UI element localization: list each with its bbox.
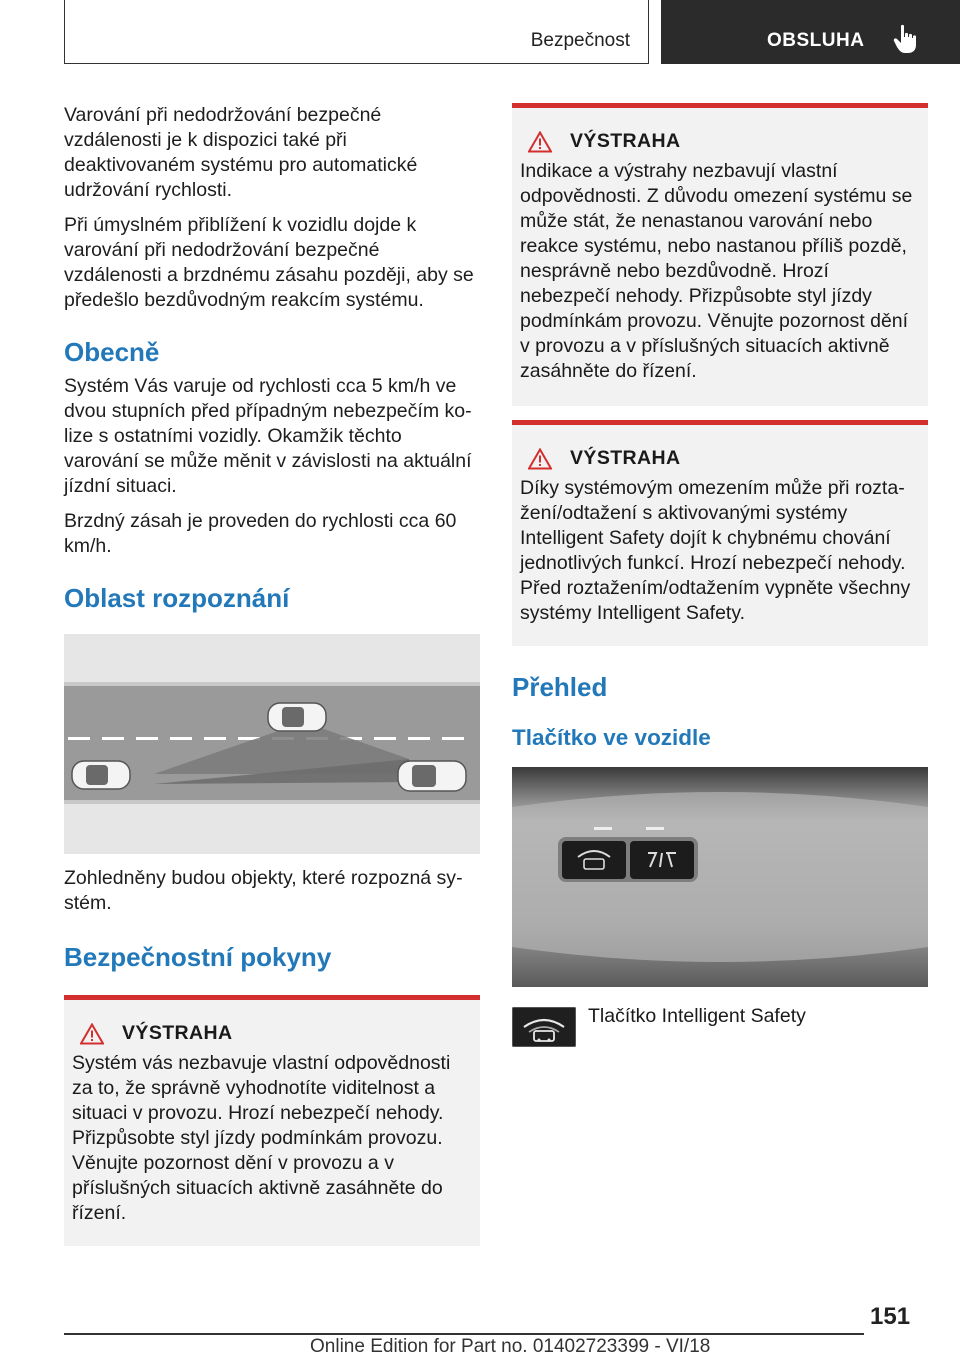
warning-title-text-3: VÝSTRAHA [570,447,681,469]
header-chapter-tab [661,0,960,64]
warning-triangle-icon [80,1023,104,1045]
detection-area-illustration [64,634,480,854]
warning-text-3: Díky systémovým omezením může při roztažení/odtažení s aktivovanými systémy Intelligent Safety dojít k chybnému chování jednotlivých funkcí. Hrozí nebezpečí nehody. Před roztažením/odtažením vypněte všechny systémy Intelligent Safety. [520,477,911,624]
left-column [64,103,480,1246]
figure-caption: Zohledněny budou objekty, které rozpozná systém. [64,867,463,914]
header-section-box [64,0,649,64]
warning-box-1 [64,995,480,1246]
intelligent-safety-label: Tlačítko Intelligent Safety [588,1005,806,1027]
warning-text-1: Systém vás nezbavuje vlastní odpovědnosti za to, že správně vyhodnotíte viditelnost a situaci v provozu. Hrozí nebezpečí nehody. Přizpůsobte styl jízdy podmínkám provozu. Věnujte pozornost dění v provozu a v příslušných situacích aktivně zasáhněte do řízení. [72,1052,451,1224]
footer-rule [64,1333,864,1335]
cruise-button [630,841,694,879]
intro-paragraph-2: Při úmyslném přiblížení k vozidlu dojde k varování při nedodržování bezpečné vzdálenosti a brzdnému zásahu později, aby se předešlo bezdůvodným reakcím systému. [64,214,474,311]
general-paragraph-2: Brzdný zásah je proveden do rychlosti cca 60 km/h. [64,510,457,557]
warning-triangle-icon [528,131,552,153]
general-paragraph-1: Systém Vás varuje od rychlosti cca 5 km/h ve dvou stupních před případným nebezpečím kolize s ostatními vozidly. Okamžik těchto varování se může měnit v závislosti na aktuální jízdní situaci. [64,375,472,497]
warning-box-2 [512,103,928,406]
warning-title-text-2: VÝSTRAHA [570,130,681,152]
warning-title-1 [72,1022,472,1045]
intelligent-safety-icon [512,1007,576,1047]
intro-paragraph-1: Varování při nedodržování bezpečné vzdálenosti je k dispozici také při deaktivovaném systému pro automatické udržování rychlosti. [64,104,418,201]
own-car [398,761,466,791]
warning-title-text-1: VÝSTRAHA [122,1022,233,1044]
general-heading: Obecně [64,337,160,367]
warning-title-2 [520,130,920,153]
overview-heading: Přehled [512,672,608,702]
vehicle-button-illustration [512,767,928,987]
safety-heading: Bezpečnostní pokyny [64,942,332,972]
detection-heading: Oblast rozpoznání [64,583,290,613]
button-legend [512,1007,928,1047]
intelligent-safety-button [562,841,626,879]
header-chapter-label: OBSLUHA [767,30,865,51]
page-number: 151 [870,1303,911,1330]
right-column [512,103,928,1047]
vehicle-button-photo [512,767,928,987]
car-ahead [268,703,326,731]
warning-triangle-icon [528,448,552,470]
car-left [72,761,130,789]
warning-title-3 [520,447,920,470]
edition-note: Online Edition for Part no. 01402723399 - VI/18 [310,1336,711,1357]
detection-area-figure [64,634,480,854]
warning-box-3 [512,420,928,646]
button-in-vehicle-heading: Tlačítko ve vozidle [512,725,711,750]
warning-text-2: Indikace a výstrahy nezbavují vlastní odpovědnosti. Z důvodu omezení systému se může stát, že nenastanou varování nebo reakce systému, nebo nastanou příliš pozdě, nesprávně nebo bezdůvodně. Hrozí nebezpečí nehody. Přizpůsobte styl jízdy podmínkám provozu. Věnujte pozornost dění v provozu a v příslušných situacích aktivně zasáhněte do řízení. [520,160,913,382]
hand-pointer-icon [893,24,919,54]
header-section-title: Bezpečnost [530,30,630,51]
